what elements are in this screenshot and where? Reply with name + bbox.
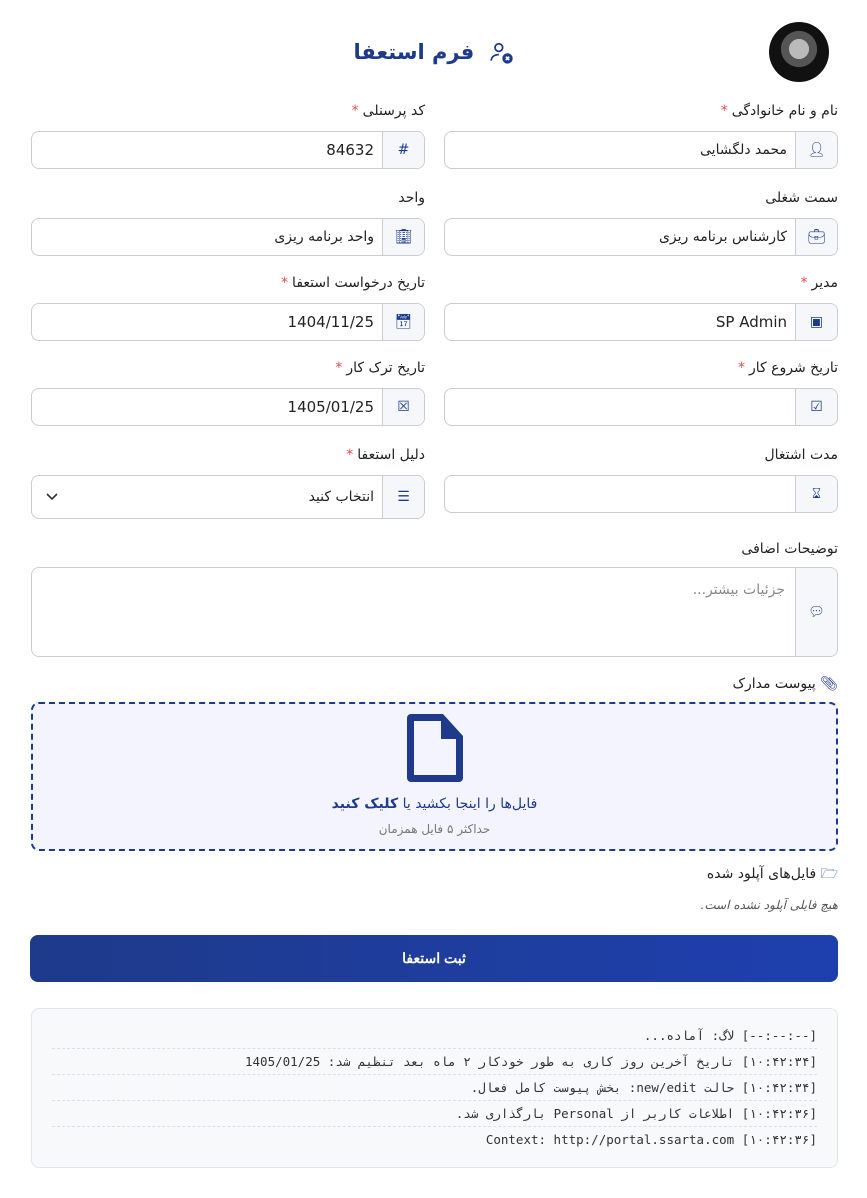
reason-select[interactable] [31, 475, 425, 519]
value: کارشناس برنامه ریزی [658, 229, 787, 245]
duration-input[interactable] [444, 475, 838, 513]
user-remove-icon [488, 40, 514, 66]
value: 1404/11/25 [287, 313, 374, 331]
file-dropzone[interactable] [31, 702, 838, 851]
label: مدیر [811, 275, 838, 291]
required-mark: * [737, 360, 745, 376]
job-title-field [444, 190, 838, 256]
required-mark: * [720, 103, 728, 119]
value: واحد برنامه ریزی [274, 229, 374, 245]
value: انتخاب کنید [308, 489, 374, 505]
value [445, 389, 795, 425]
leave-date-input[interactable] [31, 388, 425, 426]
label: تاریخ ترک کار [346, 360, 425, 376]
manager-field [444, 275, 838, 341]
attachments-label [732, 676, 838, 696]
message-icon: 💬︎ [795, 568, 837, 656]
label: تاریخ شروع کار [748, 360, 838, 376]
full-name-input[interactable] [444, 131, 838, 169]
full-name-field [444, 103, 838, 169]
log-entry: [--:--:--] لاگ: آماده... [52, 1023, 817, 1049]
label: سمت شغلی [765, 190, 838, 206]
start-date-field [444, 360, 838, 426]
required-mark: * [351, 103, 359, 119]
calendar-check-icon: ☑ [795, 389, 837, 425]
calendar-x-icon: ☒ [382, 389, 424, 425]
list-icon: ☰ [382, 476, 424, 518]
briefcase-icon: 💼︎ [795, 219, 837, 255]
request-date-input[interactable] [31, 303, 425, 341]
required-mark: * [346, 447, 354, 463]
drop-text: فایل‌ها را اینجا بکشید یا [398, 796, 538, 812]
personnel-code-input[interactable] [31, 131, 425, 169]
user-icon: 👤︎ [795, 132, 837, 168]
unit-input[interactable] [31, 218, 425, 256]
page-title: فرم استعفا [0, 40, 867, 66]
label: کد پرسنلی [362, 103, 425, 119]
calendar-icon: 📅︎ [382, 304, 424, 340]
log-entry: [۱۰:۴۲:۳۶] Context: http://portal.ssarta.com [485, 1132, 817, 1147]
value [445, 476, 795, 512]
file-icon [405, 712, 465, 784]
chevron-down-icon [32, 476, 72, 518]
empty-files-text: هیچ فایلی آپلود نشده است. [700, 898, 838, 912]
value: محمد دلگشایی [700, 142, 787, 158]
label: مدت اشتغال [764, 447, 838, 463]
required-mark: * [335, 360, 343, 376]
label: نام و نام خانوادگی [731, 103, 838, 119]
value: SP Admin [715, 313, 787, 331]
label: دلیل استعفا [357, 447, 425, 463]
log-entry: [۱۰:۴۲:۳۴] تاریخ آخرین روز کاری به طور خودکار ۲ ماه بعد تنظیم شد: 1405/01/25 [52, 1049, 817, 1075]
hourglass-icon: ⌛︎ [795, 476, 837, 512]
paperclip-icon: 📎︎ [820, 676, 838, 692]
manager-input[interactable] [444, 303, 838, 341]
value: 84632 [326, 141, 374, 159]
required-mark: * [281, 275, 289, 291]
label: تاریخ درخواست استعفا [292, 275, 425, 291]
log-entry: [۱۰:۴۲:۳۶] اطلاعات کاربر از Personal بارگذاری شد. [52, 1101, 817, 1127]
uploaded-files-title [707, 863, 838, 883]
duration-field [444, 447, 838, 513]
folder-icon: 🗁︎ [820, 866, 838, 882]
personnel-code-field [31, 103, 425, 169]
start-date-input[interactable] [444, 388, 838, 426]
label: پیوست مدارک [732, 676, 816, 692]
leave-date-field [31, 360, 425, 426]
click-link[interactable]: کلیک کنید [331, 796, 399, 812]
reason-field [31, 447, 425, 519]
log-entry: [۱۰:۴۲:۳۴] حالت new/edit: بخش پیوست کامل فعال. [52, 1075, 817, 1101]
log-panel [31, 1008, 838, 1168]
building-icon: 🏢︎ [382, 219, 424, 255]
label: واحد [398, 190, 425, 206]
id-badge-icon: ▣ [795, 304, 837, 340]
hash-icon: # [382, 132, 424, 168]
job-title-input[interactable] [444, 218, 838, 256]
required-mark: * [800, 275, 808, 291]
value: 1405/01/25 [287, 398, 374, 416]
request-date-field [31, 275, 425, 341]
placeholder: جزئیات بیشتر... [692, 582, 785, 598]
limit-text: حداکثر ۵ فایل همزمان [378, 822, 491, 836]
notes-textarea[interactable] [31, 567, 838, 657]
notes-label: توضیحات اضافی [741, 541, 838, 557]
label: فایل‌های آپلود شده [706, 866, 817, 882]
submit-button[interactable]: ثبت استعفا [30, 935, 838, 982]
unit-field [31, 190, 425, 256]
